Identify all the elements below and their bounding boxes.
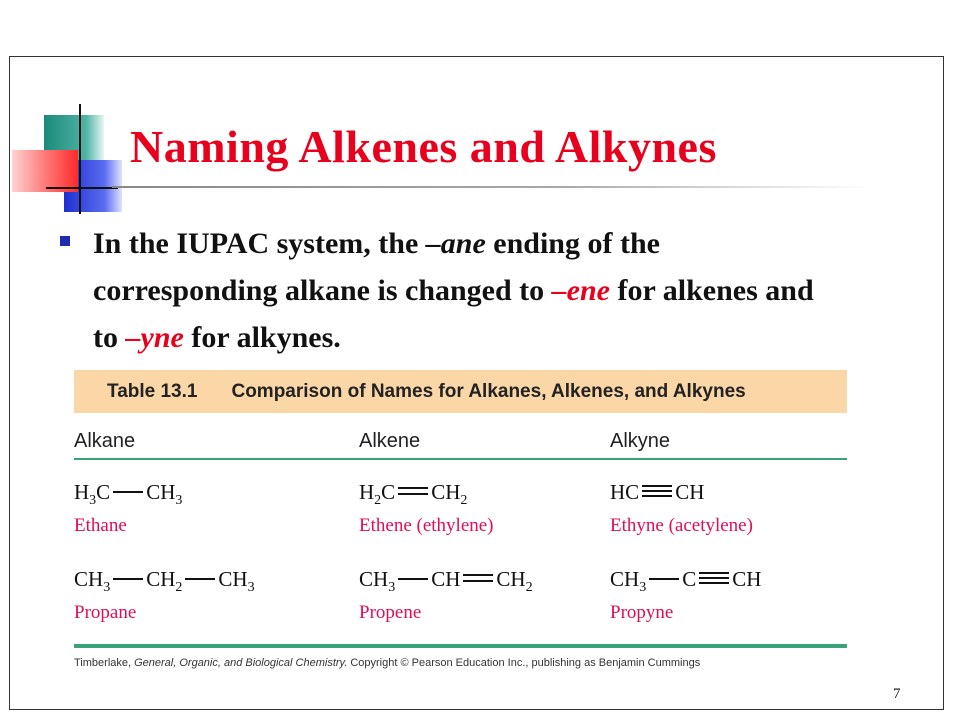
slide-title: Naming Alkenes and Alkynes (130, 121, 717, 172)
bullet-square-icon (60, 236, 70, 246)
table-label: Table 13.1 (107, 380, 198, 402)
title-underline (112, 186, 872, 188)
table-credit: Timberlake, General, Organic, and Biological Chemistry. Copyright © Pearson Education Inc., publishing as Benjamin Cummings (74, 657, 701, 669)
formula-ethene: $H_2C$ $CH_2$ (359, 480, 468, 508)
vertical-line-decoration (79, 104, 81, 214)
horizontal-line-decoration (46, 187, 118, 189)
column-header-alkene: Alkene (359, 430, 421, 452)
ane-suffix: –ane (425, 227, 486, 260)
ene-suffix: –ene (551, 274, 610, 307)
formula-propene: $CH_3$ CH $CH_2$ (359, 567, 533, 595)
name-propane: Propane (74, 602, 137, 623)
header-rule (74, 458, 847, 460)
name-ethene: Ethene (ethylene) (359, 515, 494, 536)
column-header-alkyne: Alkyne (610, 430, 671, 452)
page-number: 7 (893, 686, 901, 702)
name-ethyne: Ethyne (acetylene) (610, 515, 753, 536)
red-square-decoration (12, 150, 78, 192)
yne-suffix: –yne (125, 321, 184, 354)
footer-rule (74, 644, 847, 648)
name-ethane: Ethane (74, 515, 127, 536)
formula-propane: $CH_3$ $CH_2$ $CH_3$ (74, 567, 255, 595)
table-header-bar (74, 370, 847, 413)
comparison-table (74, 370, 847, 669)
column-header-alkane: Alkane (74, 430, 136, 452)
formula-ethane: $H_3C$ $CH_3$ (74, 480, 183, 508)
formula-ethyne: HC CH (610, 480, 705, 504)
table-caption: Comparison of Names for Alkanes, Alkenes, and Alkynes (231, 380, 746, 402)
name-propene: Propene (359, 602, 422, 623)
bullet-text: In the IUPAC system, the –ane ending of the corresponding alkane is changed to –ene for alkenes and to –yne for alkynes. (93, 227, 814, 354)
formula-propyne: $CH_3$ C CH (610, 567, 762, 595)
name-propyne: Propyne (610, 602, 674, 623)
